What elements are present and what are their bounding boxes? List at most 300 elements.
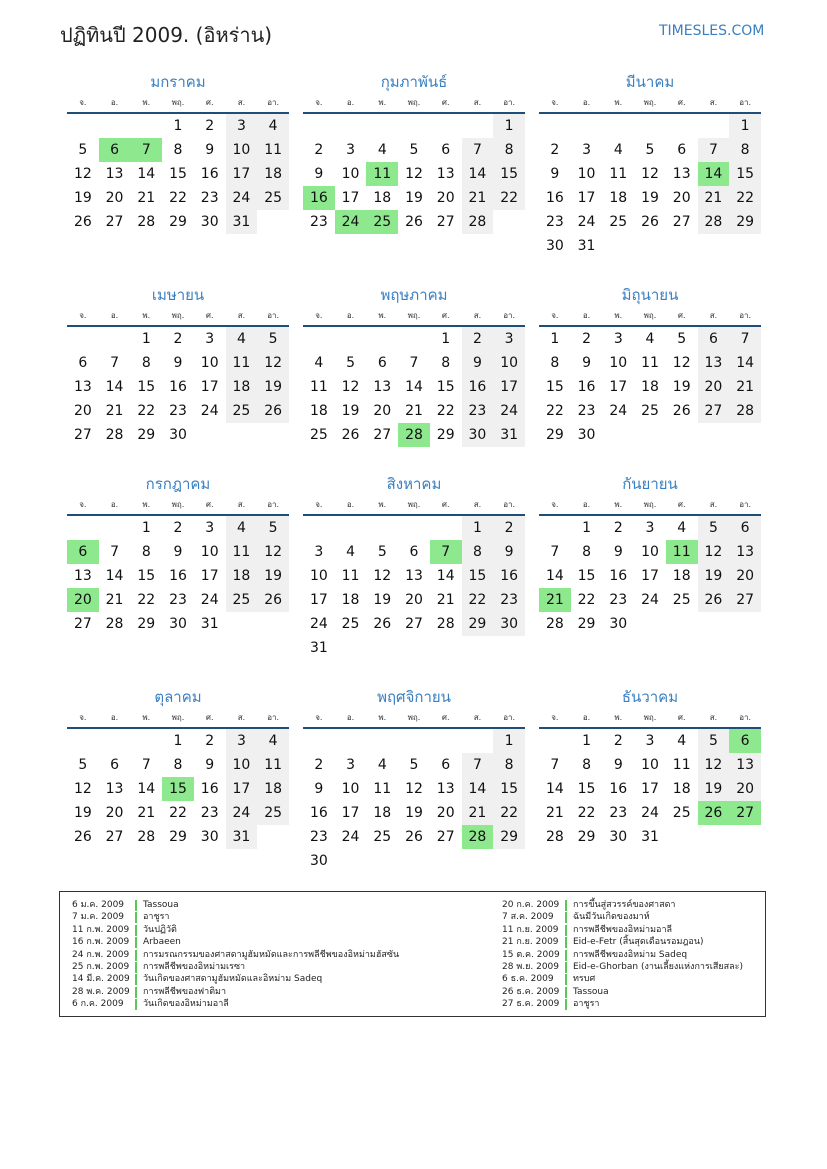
empty-cell: [571, 114, 603, 138]
weekday-label: ศ.: [441, 311, 450, 320]
day-cell: 26: [405, 829, 423, 845]
day-cell: 7: [409, 355, 419, 371]
weekday-label: อ.: [582, 500, 591, 509]
day-cell: 21: [105, 403, 124, 419]
day-cell: 2: [462, 327, 494, 351]
day-cell: 13: [698, 351, 730, 375]
month-block: [303, 472, 525, 660]
day-cell: 28: [729, 399, 761, 423]
day-cell: 27: [105, 214, 124, 230]
empty-cell: [398, 516, 430, 540]
holiday-date: 15 ต.ค. 2009: [502, 949, 560, 960]
weekday-label: พ.: [378, 713, 387, 722]
day-cell: 5: [257, 327, 289, 351]
weekday-label: จ.: [79, 713, 87, 722]
day-cell: 20: [729, 777, 761, 801]
day-cell: 4: [257, 114, 289, 138]
day-cell: 18: [226, 375, 258, 399]
day-cell: 14: [137, 166, 156, 182]
day-cell: 23: [609, 592, 628, 608]
day-cell: 14: [545, 568, 564, 584]
month-name: สิงหาคม: [386, 475, 442, 493]
day-cell: 23: [169, 403, 187, 419]
day-cell: 14: [462, 777, 494, 801]
weekday-header: [303, 307, 525, 327]
day-grid: [67, 327, 289, 447]
day-cell: 19: [341, 403, 360, 419]
holiday-marker: [135, 999, 137, 1010]
day-cell: 6: [78, 355, 88, 371]
weekday-label: พฤ.: [643, 500, 657, 509]
day-grid: [303, 516, 525, 660]
day-cell: 8: [493, 753, 525, 777]
day-cell: 19: [405, 190, 423, 206]
day-cell: 10: [200, 355, 219, 371]
day-cell: 20: [73, 403, 92, 419]
weekday-label: ศ.: [677, 500, 686, 509]
day-grid: [303, 114, 525, 234]
empty-cell: [539, 729, 571, 753]
empty-cell: [99, 516, 131, 540]
day-cell: 8: [441, 355, 451, 371]
holiday-date: 28 พ.ย. 2009: [502, 962, 560, 973]
day-cell: 8: [462, 540, 494, 564]
empty-cell: [335, 729, 367, 753]
day-cell: 31: [309, 640, 328, 656]
day-cell: 12: [698, 540, 730, 564]
empty-cell: [303, 729, 335, 753]
empty-cell: [366, 327, 398, 351]
holiday-day-cell: 6: [67, 540, 99, 564]
empty-cell: [67, 516, 99, 540]
day-cell: 28: [137, 829, 156, 845]
day-cell: 28: [545, 616, 564, 632]
weekday-label: พฤ.: [643, 713, 657, 722]
weekday-label: จ.: [551, 311, 559, 320]
day-cell: 8: [173, 757, 183, 773]
month-block: [539, 685, 761, 849]
holiday-marker: [565, 999, 567, 1010]
day-cell: 30: [609, 616, 628, 632]
day-cell: 2: [613, 733, 623, 749]
day-cell: 25: [341, 616, 360, 632]
holiday-row: [502, 998, 743, 1010]
day-cell: 26: [73, 214, 92, 230]
day-cell: 12: [73, 781, 92, 797]
weekday-label: พฤ.: [407, 311, 421, 320]
day-cell: 31: [641, 829, 659, 845]
holiday-marker: [135, 987, 137, 998]
day-cell: 18: [641, 379, 659, 395]
day-cell: 2: [205, 118, 215, 134]
day-cell: 25: [257, 186, 289, 210]
day-cell: 2: [550, 142, 560, 158]
day-cell: 30: [462, 423, 494, 447]
holiday-day-cell: 15: [162, 777, 194, 801]
day-cell: 29: [462, 612, 494, 636]
weekday-label: จ.: [315, 500, 323, 509]
holiday-marker: [135, 974, 137, 985]
weekday-label: อา.: [267, 311, 280, 320]
holiday-name: วันเกิดของศาสดามูฮัมหมัดและอิหม่าม Sadeq: [143, 974, 323, 985]
day-cell: 1: [462, 516, 494, 540]
weekday-label: อา.: [739, 311, 752, 320]
day-cell: 22: [493, 801, 525, 825]
day-cell: 1: [582, 520, 592, 536]
day-cell: 27: [405, 616, 423, 632]
weekday-label: ส.: [237, 713, 246, 722]
weekday-label: ส.: [709, 311, 718, 320]
day-cell: 30: [545, 238, 564, 254]
day-cell: 22: [169, 190, 187, 206]
holiday-date: 6 ธ.ค. 2009: [502, 974, 554, 985]
weekday-label: ศ.: [677, 311, 686, 320]
day-cell: 22: [169, 805, 187, 821]
holiday-name: Eid-e-Ghorban (งานเลี้ยงแห่งการเสียสละ): [573, 962, 743, 973]
day-cell: 27: [105, 829, 124, 845]
day-cell: 9: [550, 166, 560, 182]
weekday-label: ส.: [473, 311, 482, 320]
day-grid: [539, 327, 761, 447]
day-cell: 15: [729, 162, 761, 186]
holiday-date: 11 ก.ย. 2009: [502, 924, 559, 935]
day-cell: 26: [341, 427, 360, 443]
day-cell: 15: [545, 379, 564, 395]
day-cell: 31: [226, 825, 258, 849]
holiday-name: การพลีชีพของอิหม่ามเรซา: [143, 962, 246, 973]
day-cell: 9: [173, 544, 183, 560]
day-grid: [539, 114, 761, 258]
day-cell: 28: [105, 427, 124, 443]
day-cell: 14: [105, 568, 124, 584]
day-cell: 21: [137, 805, 156, 821]
day-cell: 5: [409, 142, 419, 158]
holiday-row: [502, 949, 743, 961]
weekday-label: พ.: [614, 98, 623, 107]
weekday-header: [539, 307, 761, 327]
month-block: [303, 685, 525, 873]
day-cell: 8: [582, 544, 592, 560]
day-cell: 13: [405, 568, 423, 584]
day-grid: [303, 729, 525, 873]
day-cell: 22: [137, 403, 156, 419]
day-cell: 22: [493, 186, 525, 210]
site-link[interactable]: TIMESLES.COM: [659, 23, 765, 39]
weekday-label: พ.: [614, 311, 623, 320]
day-cell: 4: [226, 516, 258, 540]
day-cell: 25: [373, 829, 392, 845]
holiday-list-right: [502, 899, 743, 1011]
day-cell: 12: [73, 166, 92, 182]
day-cell: 6: [441, 142, 451, 158]
holiday-day-cell: 27: [729, 801, 761, 825]
empty-cell: [67, 729, 99, 753]
holiday-day-cell: 11: [666, 540, 698, 564]
day-cell: 3: [582, 142, 592, 158]
holiday-marker: [135, 962, 137, 973]
empty-cell: [99, 114, 131, 138]
month-block: [539, 70, 761, 258]
day-cell: 2: [173, 520, 183, 536]
holiday-day-cell: 7: [430, 540, 462, 564]
day-cell: 7: [110, 355, 120, 371]
day-cell: 4: [346, 544, 356, 560]
day-cell: 27: [73, 427, 92, 443]
empty-cell: [398, 114, 430, 138]
day-cell: 16: [200, 166, 219, 182]
holiday-date: 6 ก.ค. 2009: [72, 999, 124, 1010]
day-cell: 13: [105, 166, 124, 182]
day-cell: 29: [169, 829, 187, 845]
weekday-label: จ.: [551, 500, 559, 509]
empty-cell: [303, 114, 335, 138]
weekday-label: พ.: [378, 98, 387, 107]
month-name: กรกฎาคม: [145, 475, 211, 493]
weekday-label: พ.: [378, 500, 387, 509]
month-block: [303, 283, 525, 447]
day-cell: 21: [405, 403, 423, 419]
holiday-row: [72, 936, 399, 948]
day-cell: 7: [550, 544, 560, 560]
day-cell: 9: [314, 166, 324, 182]
day-cell: 15: [436, 379, 455, 395]
holiday-date: 7 ม.ค. 2009: [72, 912, 125, 923]
holiday-marker: [135, 900, 137, 911]
day-cell: 20: [405, 592, 423, 608]
weekday-label: อ.: [110, 98, 119, 107]
day-cell: 18: [257, 162, 289, 186]
day-cell: 9: [462, 351, 494, 375]
day-cell: 10: [200, 544, 219, 560]
day-cell: 15: [137, 379, 156, 395]
day-cell: 24: [641, 592, 659, 608]
day-cell: 31: [200, 616, 219, 632]
day-cell: 26: [641, 214, 659, 230]
holiday-marker: [565, 962, 567, 973]
empty-cell: [335, 516, 367, 540]
month-name: กุมภาพันธ์: [380, 73, 448, 91]
holiday-row: [502, 986, 743, 998]
holiday-day-cell: 6: [99, 138, 131, 162]
day-cell: 1: [173, 118, 183, 134]
day-cell: 24: [226, 801, 258, 825]
weekday-label: พฤ.: [171, 500, 185, 509]
holiday-day-cell: 26: [698, 801, 730, 825]
holiday-name: Tassoua: [573, 986, 609, 997]
weekday-label: อา.: [503, 98, 516, 107]
day-cell: 3: [226, 729, 258, 753]
day-cell: 18: [226, 564, 258, 588]
day-cell: 7: [729, 327, 761, 351]
day-cell: 1: [141, 520, 151, 536]
day-cell: 30: [577, 427, 596, 443]
day-cell: 4: [377, 757, 387, 773]
holiday-date: 21 ก.ย. 2009: [502, 937, 559, 948]
holiday-date: 24 ก.พ. 2009: [72, 949, 130, 960]
day-cell: 18: [257, 777, 289, 801]
day-cell: 23: [545, 214, 564, 230]
day-cell: 25: [609, 214, 628, 230]
holiday-marker: [565, 925, 567, 936]
day-cell: 19: [373, 592, 392, 608]
holiday-row: [502, 961, 743, 973]
day-cell: 11: [309, 379, 328, 395]
weekday-label: อา.: [739, 713, 752, 722]
day-cell: 19: [698, 777, 730, 801]
holiday-name: ฉันมีวันเกิดของมาห์: [573, 912, 650, 923]
weekday-label: ส.: [709, 98, 718, 107]
day-cell: 12: [698, 753, 730, 777]
day-cell: 5: [78, 142, 88, 158]
empty-cell: [366, 114, 398, 138]
holiday-date: 28 พ.ค. 2009: [72, 986, 130, 997]
day-cell: 28: [545, 829, 564, 845]
day-cell: 23: [200, 190, 219, 206]
day-cell: 9: [582, 355, 592, 371]
day-cell: 4: [257, 729, 289, 753]
empty-cell: [430, 516, 462, 540]
day-cell: 3: [205, 520, 215, 536]
weekday-label: ส.: [709, 500, 718, 509]
weekday-label: พฤ.: [643, 311, 657, 320]
holiday-day-cell: 6: [729, 729, 761, 753]
day-cell: 17: [577, 190, 596, 206]
day-cell: 1: [493, 729, 525, 753]
day-cell: 11: [641, 355, 659, 371]
weekday-header: [303, 496, 525, 516]
day-cell: 24: [200, 403, 219, 419]
empty-cell: [99, 327, 131, 351]
weekday-label: อา.: [739, 500, 752, 509]
day-cell: 21: [137, 190, 156, 206]
day-cell: 13: [436, 781, 455, 797]
holiday-row: [72, 998, 399, 1010]
day-cell: 18: [341, 592, 360, 608]
weekday-label: จ.: [79, 500, 87, 509]
day-cell: 4: [645, 331, 655, 347]
holiday-row: [502, 911, 743, 923]
day-cell: 12: [373, 568, 392, 584]
day-cell: 28: [105, 616, 124, 632]
day-cell: 24: [226, 186, 258, 210]
day-cell: 26: [73, 829, 92, 845]
holiday-name: การขึ้นสู่สวรรค์ของศาสดา: [573, 900, 676, 910]
day-cell: 17: [226, 777, 258, 801]
holiday-row: [72, 973, 399, 985]
weekday-label: อ.: [346, 713, 355, 722]
weekday-header: [303, 94, 525, 114]
weekday-label: พฤ.: [171, 713, 185, 722]
holiday-date: 16 ก.พ. 2009: [72, 937, 130, 948]
day-cell: 18: [373, 805, 392, 821]
day-cell: 11: [257, 753, 289, 777]
weekday-label: ส.: [473, 500, 482, 509]
day-cell: 29: [545, 427, 564, 443]
weekday-header: [67, 307, 289, 327]
day-cell: 5: [698, 729, 730, 753]
day-cell: 9: [613, 757, 623, 773]
month-name: มีนาคม: [625, 73, 675, 91]
holiday-name: วันปฏิวัติ: [143, 924, 177, 935]
holiday-row: [72, 911, 399, 923]
day-cell: 15: [577, 568, 596, 584]
holiday-row: [72, 899, 399, 911]
day-cell: 1: [173, 733, 183, 749]
day-cell: 6: [729, 516, 761, 540]
weekday-label: อ.: [110, 500, 119, 509]
holiday-name: การพลีชีพของอิหม่ามอาลี: [573, 924, 673, 935]
weekday-label: พฤ.: [171, 311, 185, 320]
day-cell: 29: [577, 829, 596, 845]
weekday-label: พ.: [142, 713, 151, 722]
day-cell: 12: [641, 166, 659, 182]
day-cell: 9: [205, 757, 215, 773]
day-cell: 12: [405, 781, 423, 797]
day-cell: 14: [462, 162, 494, 186]
day-cell: 27: [698, 399, 730, 423]
weekday-label: พ.: [614, 500, 623, 509]
day-cell: 24: [341, 829, 360, 845]
day-cell: 8: [141, 544, 151, 560]
weekday-label: ศ.: [441, 98, 450, 107]
weekday-label: พฤ.: [407, 98, 421, 107]
holiday-day-cell: 28: [398, 423, 430, 447]
day-cell: 6: [377, 355, 387, 371]
weekday-label: พ.: [142, 98, 151, 107]
day-cell: 27: [373, 427, 392, 443]
day-cell: 15: [169, 166, 187, 182]
day-cell: 4: [677, 733, 687, 749]
weekday-label: อ.: [346, 98, 355, 107]
weekday-label: อา.: [503, 311, 516, 320]
day-cell: 31: [577, 238, 596, 254]
month-block: [539, 472, 761, 636]
day-cell: 14: [729, 351, 761, 375]
empty-cell: [335, 114, 367, 138]
day-cell: 11: [373, 781, 392, 797]
weekday-label: อ.: [582, 311, 591, 320]
day-cell: 14: [137, 781, 156, 797]
weekday-label: จ.: [315, 311, 323, 320]
holiday-name: อาชูรา: [573, 999, 600, 1010]
day-cell: 27: [672, 214, 691, 230]
day-grid: [303, 327, 525, 447]
day-cell: 3: [205, 331, 215, 347]
day-cell: 3: [226, 114, 258, 138]
weekday-label: ส.: [473, 98, 482, 107]
day-cell: 31: [226, 210, 258, 234]
month-name: มกราคม: [150, 73, 206, 91]
holiday-marker: [565, 974, 567, 985]
day-cell: 10: [226, 753, 258, 777]
empty-cell: [366, 516, 398, 540]
month-name: เมษายน: [151, 286, 205, 304]
holiday-marker: [135, 950, 137, 961]
day-cell: 16: [609, 568, 628, 584]
holiday-marker: [565, 937, 567, 948]
day-cell: 9: [314, 781, 324, 797]
day-cell: 17: [609, 379, 628, 395]
holiday-day-cell: 28: [462, 825, 494, 849]
day-cell: 19: [698, 564, 730, 588]
empty-cell: [303, 516, 335, 540]
holiday-day-cell: 16: [303, 186, 335, 210]
day-cell: 23: [577, 403, 596, 419]
day-grid: [67, 729, 289, 849]
day-cell: 11: [341, 568, 360, 584]
weekday-label: อา.: [267, 98, 280, 107]
day-cell: 10: [341, 166, 360, 182]
